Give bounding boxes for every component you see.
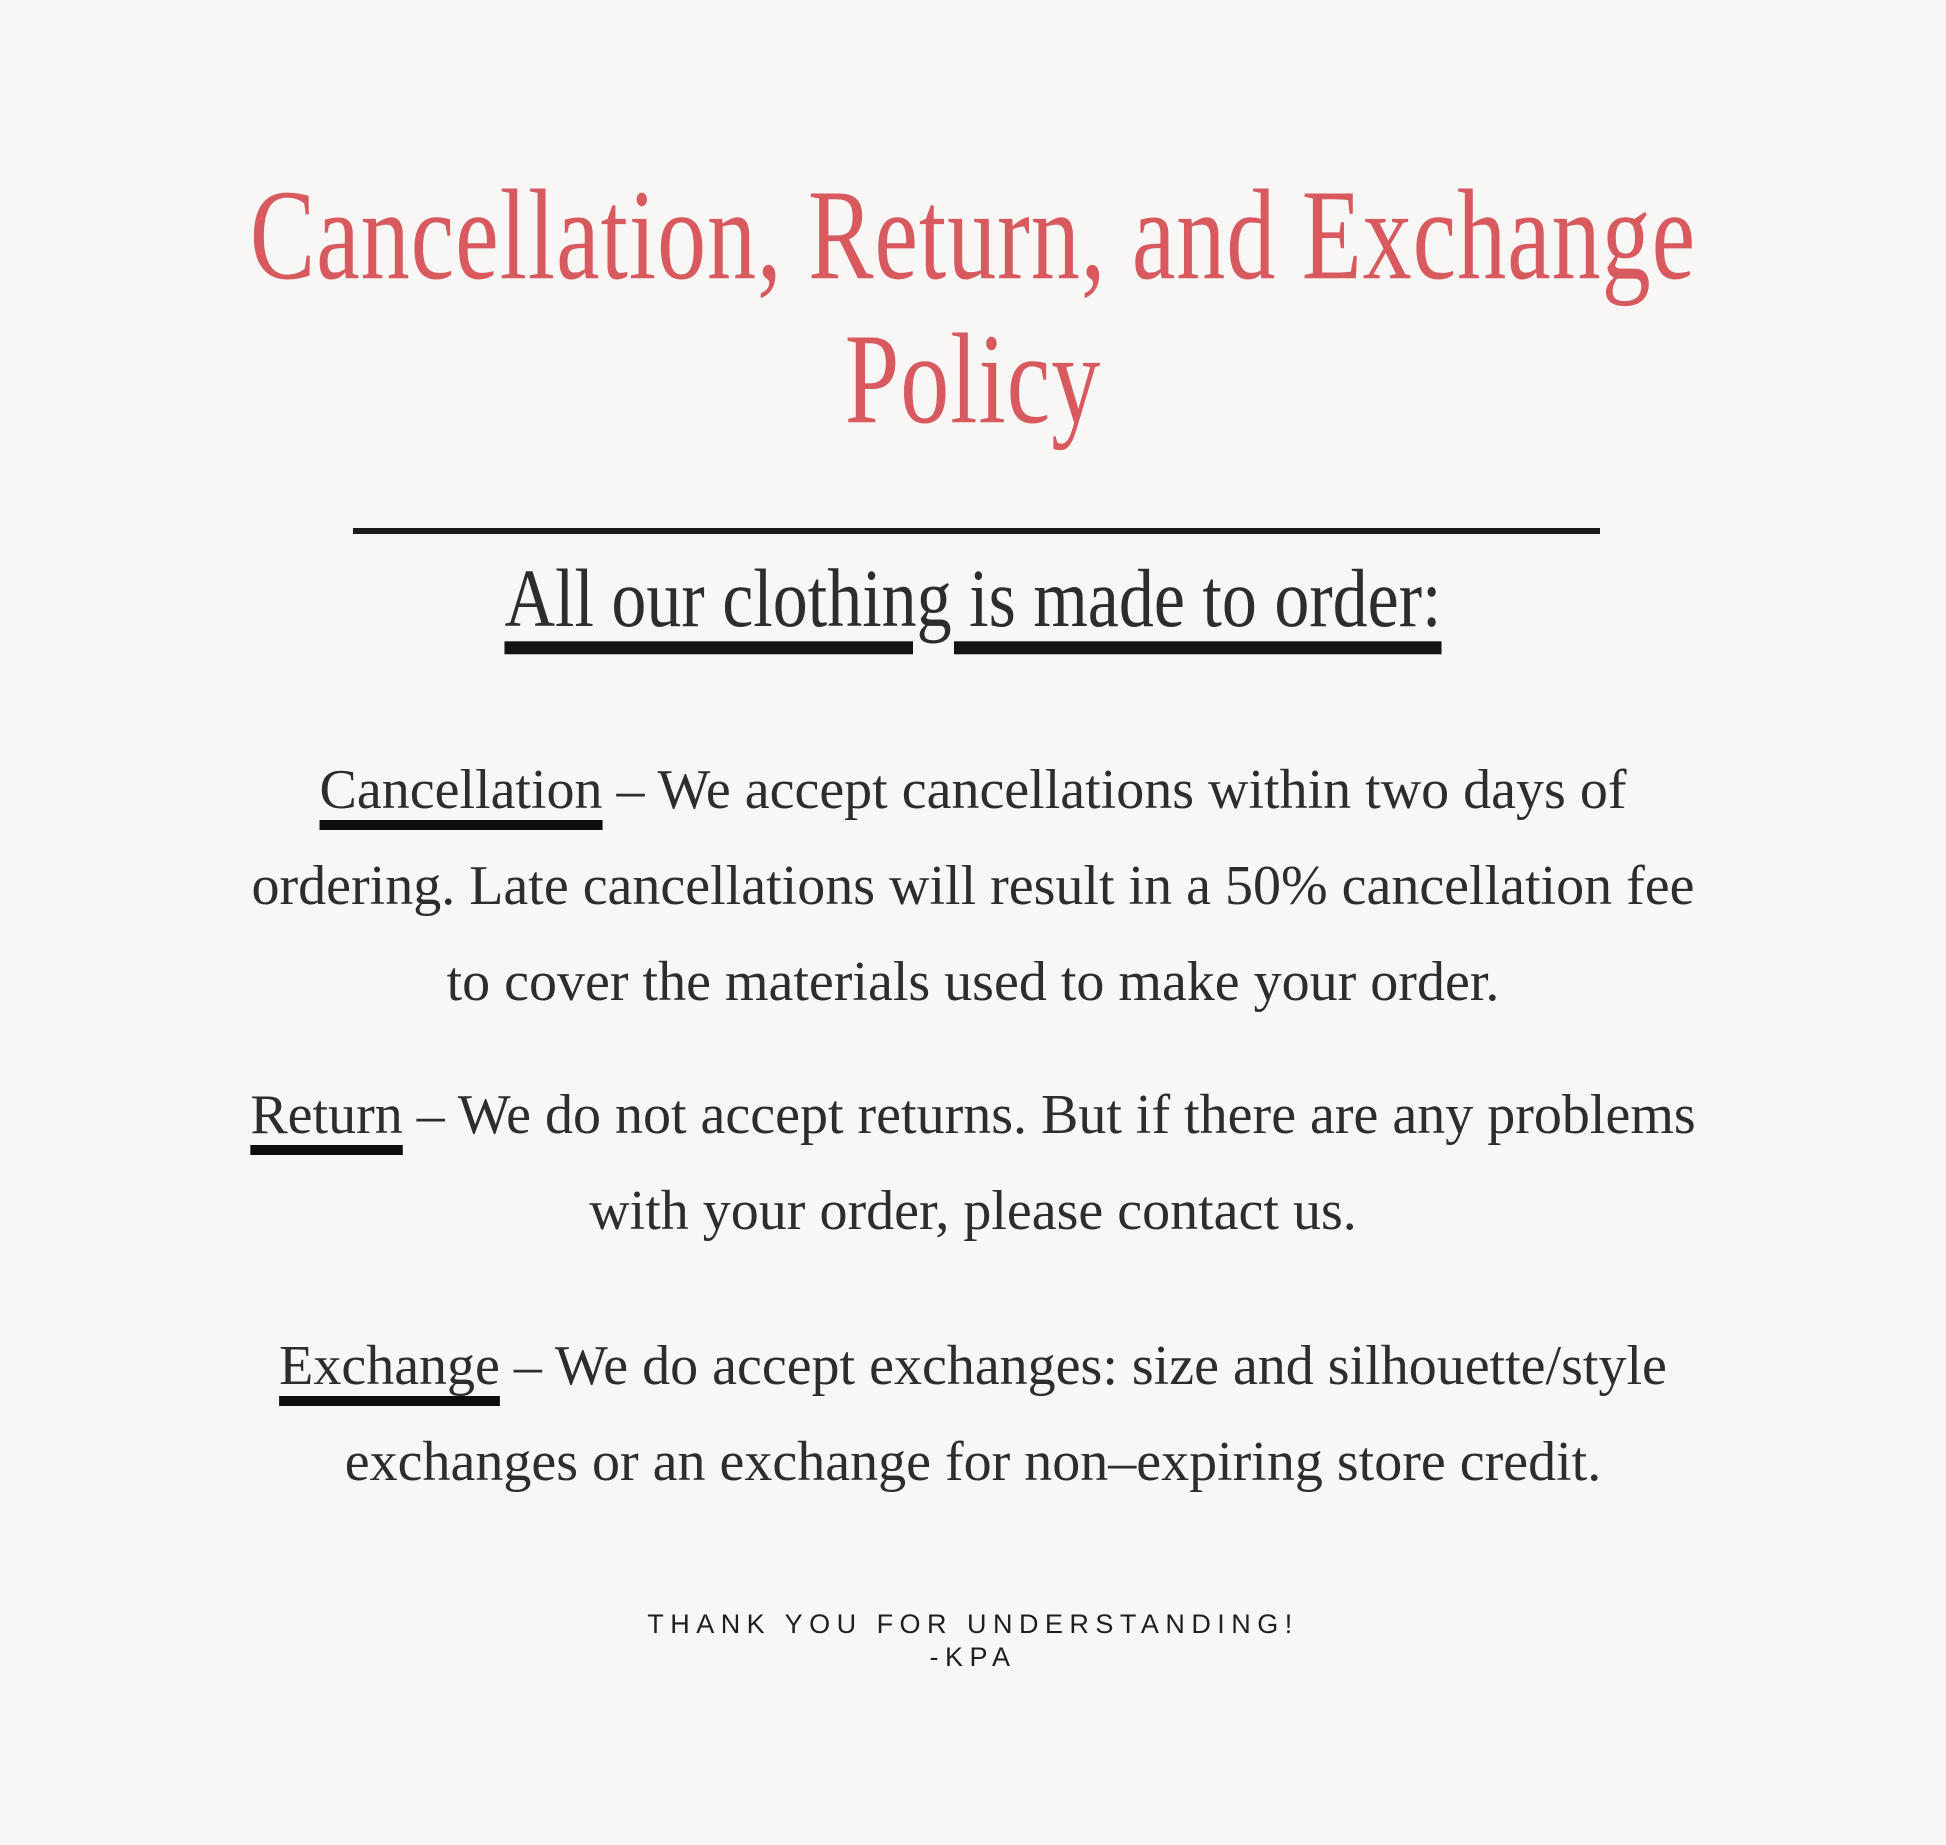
- policy-cancellation-keyword: Cancellation: [319, 759, 603, 821]
- page-title-line-1: Cancellation, Return, and Exchange: [249, 164, 1697, 308]
- policy-return-keyword: Return: [250, 1084, 403, 1146]
- policy-cancellation-line-3: to cover the materials used to make your order.: [446, 951, 1500, 1013]
- footer-thank-you: THANK YOU FOR UNDERSTANDING!: [647, 1609, 1299, 1639]
- policy-return: [0, 1067, 1946, 1259]
- policy-exchange-line-1: [0, 1318, 1946, 1414]
- policy-exchange-keyword: Exchange: [279, 1335, 500, 1397]
- subtitle: [0, 541, 1946, 659]
- policy-cancellation-line-1: [0, 742, 1946, 838]
- footer-signature: -KPA: [929, 1642, 1017, 1672]
- footer: [0, 1608, 1946, 1674]
- policy-exchange-line-1-rest: – We do accept exchanges: size and silhouette/style: [513, 1335, 1667, 1397]
- policy-cancellation-line-1-rest: – We accept cancellations within two days of: [616, 759, 1627, 821]
- title-divider-rule: [353, 528, 1600, 534]
- policy-exchange: [0, 1318, 1946, 1510]
- policy-return-line-2: with your order, please contact us.: [589, 1180, 1357, 1242]
- subtitle-text: All our clothing is made to order:: [504, 553, 1442, 645]
- policy-cancellation: [0, 742, 1946, 1030]
- policy-return-line-1-rest: – We do not accept returns. But if there are any problems: [416, 1084, 1696, 1146]
- policy-return-line-1: [0, 1067, 1946, 1163]
- policy-cancellation-line-2: ordering. Late cancellations will result in a 50% cancellation fee: [251, 855, 1695, 917]
- policy-exchange-line-2: exchanges or an exchange for non–expiring store credit.: [344, 1431, 1602, 1493]
- page-title-line-2: Policy: [844, 308, 1102, 452]
